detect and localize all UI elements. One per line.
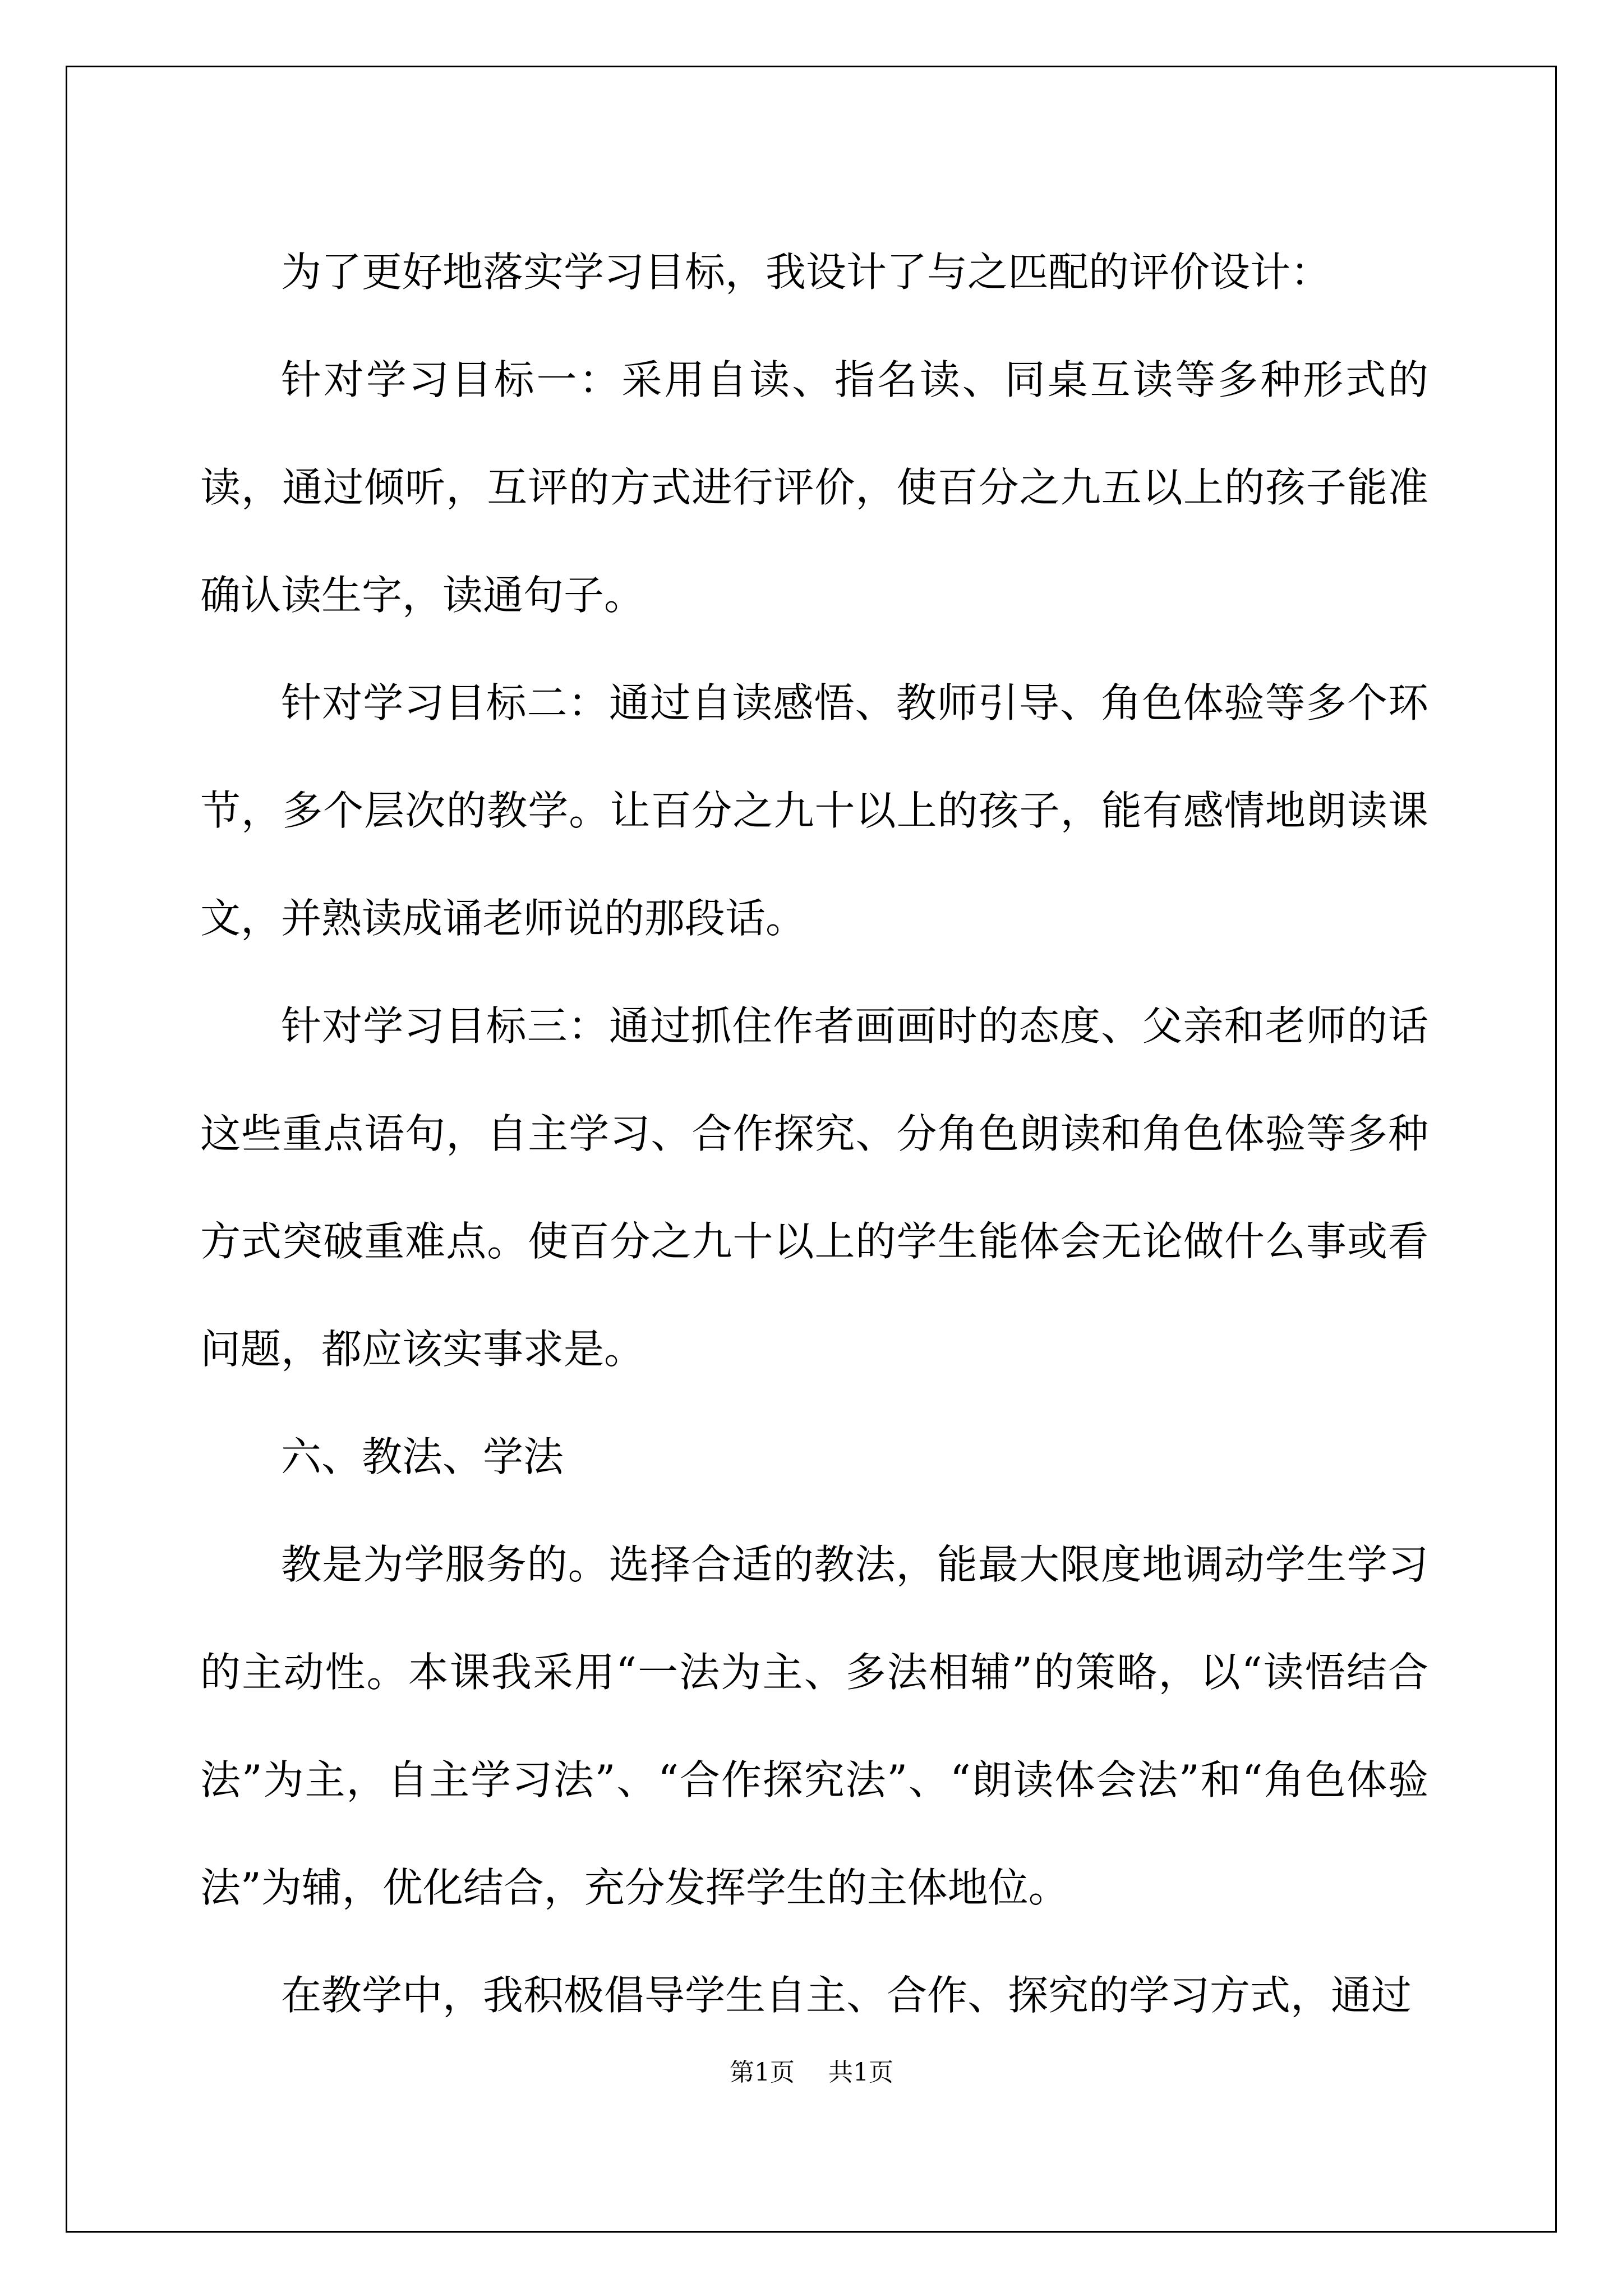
- paragraph-goal-three: 针对学习目标三：通过抓住作者画画时的态度、父亲和老师的话这些重点语句，自主学习、合作探究、分角色朗读和角色体验等多种方式突破重难点。使百分之九十以上的学生能体会无论做什么事或看问题，都应该实事求是。: [200, 1002, 1428, 1373]
- paragraph-goal-one: 针对学习目标一：采用自读、指名读、同桌互读等多种形式的读，通过倾听，互评的方式进行评价，使百分之九五以上的孩子能准确认读生字，读通句子。: [200, 356, 1428, 619]
- section-heading-teaching-methods: 六、教法、学法: [281, 1433, 564, 1480]
- paragraph-goal-two: 针对学习目标二：通过自读感悟、教师引导、角色体验等多个环节，多个层次的教学。让百分之九十以上的孩子，能有感情地朗读课文，并熟读成诵老师说的那段话。: [200, 679, 1428, 942]
- page-number-total: 共1页: [828, 2058, 893, 2087]
- paragraph-evaluation-intro: 为了更好地落实学习目标，我设计了与之匹配的评价设计：: [281, 249, 1331, 296]
- paragraph-teaching-methods: 教是为学服务的。选择合适的教法，能最大限度地调动学生学习的主动性。本课我采用“一法为主、多法相辅”的策略，以“读悟结合法”为主，自主学习法”、“合作探究法”、“朗读体会法”和“角色体验法”为辅，优化结合，充分发挥学生的主体地位。: [200, 1541, 1428, 1911]
- page-footer: [0, 2056, 1623, 2090]
- document-body: [200, 218, 1428, 2049]
- paragraph-learning-approach: 在教学中，我积极倡导学生自主、合作、探究的学习方式，通过: [281, 1972, 1412, 2019]
- page-number-current: 第1页: [730, 2058, 795, 2087]
